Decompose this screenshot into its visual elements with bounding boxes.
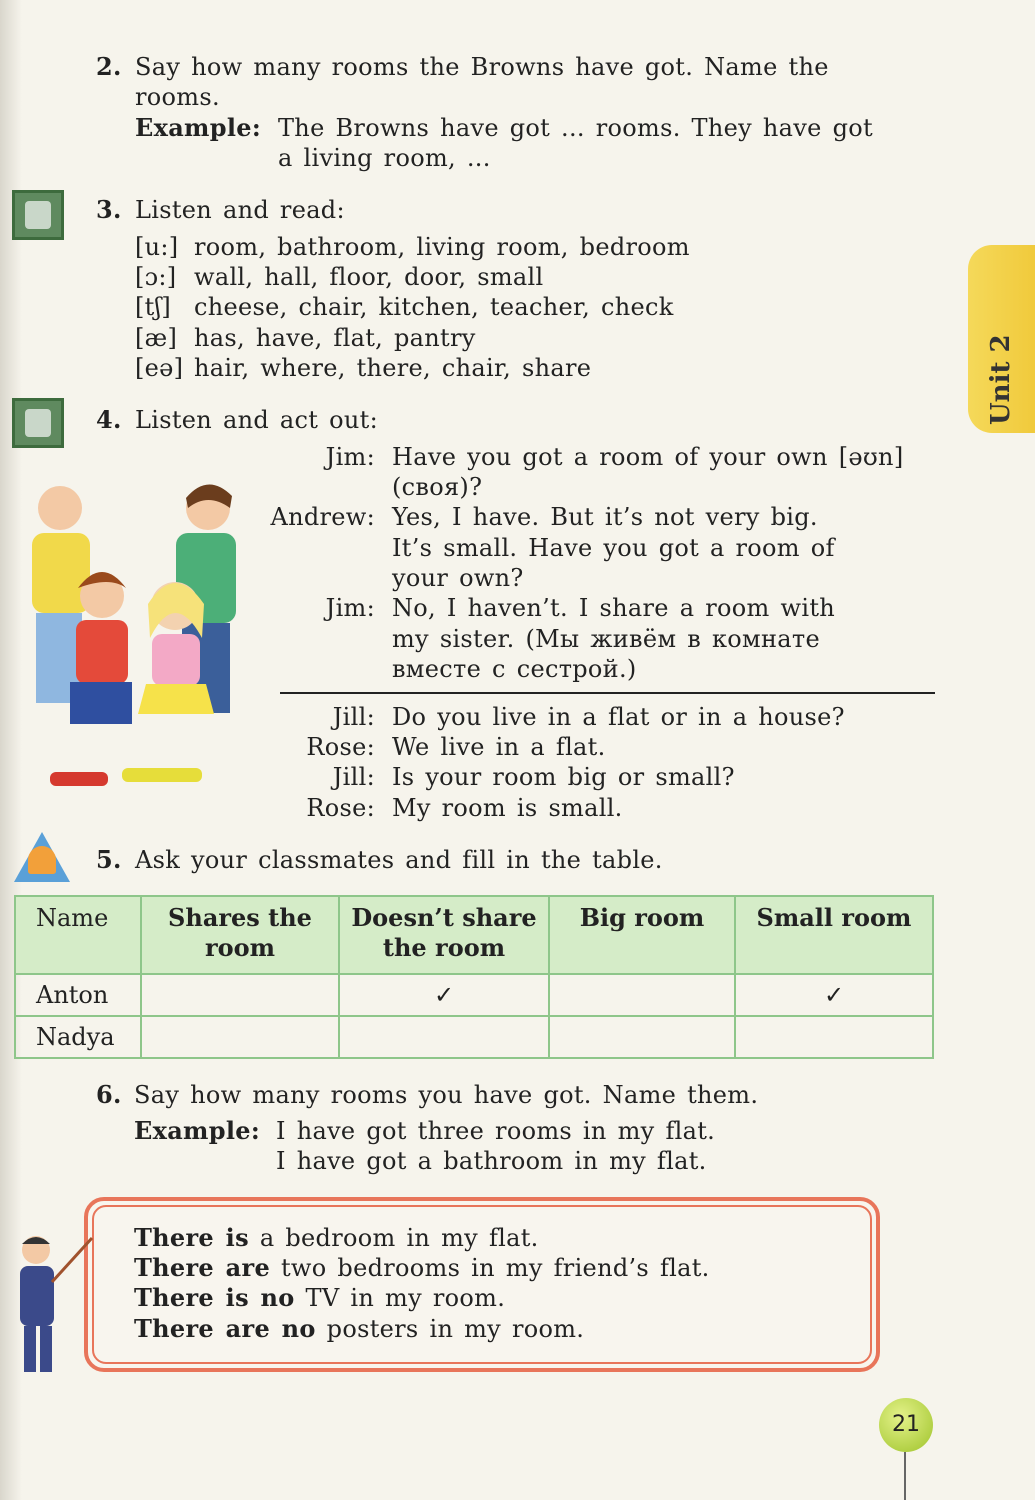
header-text: Doesn’t share <box>351 903 537 932</box>
blonde-girl-shoes <box>122 768 202 782</box>
phonetic-symbol: [tʃ] <box>135 293 172 321</box>
dialog-line: (своя)? <box>392 473 483 501</box>
header-doesnt-share <box>339 896 549 974</box>
teacher-leg <box>40 1326 52 1372</box>
table-header-row <box>15 896 933 974</box>
ex2-example-line2: a living room, ... <box>278 144 491 172</box>
teacher-illustration <box>6 1232 96 1382</box>
child-head <box>38 486 82 530</box>
dialog-line: It’s small. Have you got a room of <box>392 534 835 562</box>
phonetic-words: room, bathroom, living room, bedroom <box>194 233 690 261</box>
speaker-label: Rose: <box>306 794 375 822</box>
ex3-number: 3. <box>96 195 122 224</box>
ex2-line1: Say how many rooms the Browns have got. Name the <box>135 53 829 81</box>
header-text: the room <box>382 933 506 962</box>
ex3-title: Listen and read: <box>135 196 345 224</box>
dialog-line: your own? <box>392 564 524 592</box>
dialog-line: my sister. (Мы живём в комнате <box>392 625 820 653</box>
speaker-label: Jim: <box>325 594 375 622</box>
phonetic-symbol: [ɔ:] <box>135 263 177 291</box>
header-text: Small room <box>756 903 912 932</box>
name-cell: Anton <box>15 974 141 1016</box>
header-text: Big room <box>579 903 705 932</box>
ex2-number: 2. <box>96 52 122 81</box>
phonetic-symbol: [u:] <box>135 233 179 261</box>
page-number-balloon: 21 <box>879 1398 933 1452</box>
speaker-label: Jill: <box>332 703 375 731</box>
dialog-line: Is your room big or small? <box>392 763 735 791</box>
girl-skirt <box>70 682 132 724</box>
ex6-example-label: Example: <box>134 1116 260 1145</box>
ex4-title: Listen and act out: <box>135 406 378 434</box>
girl-shirt-red <box>76 620 128 684</box>
phonetic-symbol: [æ] <box>135 324 178 352</box>
teacher-leg <box>24 1326 36 1372</box>
unit-tab-label: Unit 2 <box>986 334 1016 425</box>
header-shares <box>141 896 339 974</box>
unit-tab <box>968 245 1035 433</box>
rule-rest: posters in my room. <box>326 1315 585 1343</box>
classmates-table <box>14 895 934 1059</box>
ex2-line2: rooms. <box>135 83 220 111</box>
phonetic-symbol: [eə] <box>135 354 184 382</box>
dialog-line: Yes, I have. But it’s not very big. <box>392 503 818 531</box>
ex6-number: 6. <box>96 1080 122 1109</box>
header-text: Shares the <box>168 903 312 932</box>
speaker-label: Andrew: <box>270 503 375 531</box>
speaker-label: Jim: <box>325 443 375 471</box>
pair-work-icon <box>14 832 70 882</box>
table-cell[interactable] <box>141 974 339 1016</box>
table-row <box>15 974 933 1016</box>
dialog-line: No, I haven’t. I share a room with <box>392 594 836 622</box>
pointer-stick <box>52 1238 92 1282</box>
teacher-hair <box>22 1237 50 1244</box>
teacher-jacket <box>20 1266 54 1326</box>
rule-line <box>134 1283 505 1313</box>
table-cell[interactable]: ✓ <box>735 974 933 1016</box>
table-cell[interactable] <box>141 1016 339 1058</box>
ex2-example-label: Example: <box>135 113 261 142</box>
table-row <box>15 1016 933 1058</box>
ex5-title: Ask your classmates and fill in the table. <box>135 846 663 874</box>
rule-rest: two bedrooms in my friend’s flat. <box>280 1254 710 1282</box>
table-cell[interactable] <box>549 1016 735 1058</box>
rule-rest: a bedroom in my flat. <box>259 1224 539 1252</box>
dialog-line: We live in a flat. <box>392 733 606 761</box>
rule-line <box>134 1253 710 1283</box>
dialog-line: Have you got a room of your own [əʊn] <box>392 443 904 471</box>
children-illustration <box>10 478 250 798</box>
ex4-number: 4. <box>96 405 122 434</box>
dialog-line: My room is small. <box>392 794 623 822</box>
phonetic-words: hair, where, there, chair, share <box>194 354 592 382</box>
rule-line <box>134 1223 539 1253</box>
name-cell: Nadya <box>15 1016 141 1058</box>
ex6-example-line1: I have got three rooms in my flat. <box>276 1117 716 1145</box>
header-text: room <box>204 933 276 962</box>
rule-bold: There is <box>134 1223 249 1252</box>
table-cell[interactable]: ✓ <box>339 974 549 1016</box>
ex6-example-line2: I have got a bathroom in my flat. <box>276 1147 707 1175</box>
ex2-example-line1: The Browns have got ... rooms. They have got <box>278 114 873 142</box>
ex6-title: Say how many rooms you have got. Name them. <box>134 1081 759 1109</box>
phonetic-words: has, have, flat, pantry <box>194 324 476 352</box>
table-cell[interactable] <box>549 974 735 1016</box>
header-big-room <box>549 896 735 974</box>
speaker-label: Rose: <box>306 733 375 761</box>
dialog-line: Do you live in a flat or in a house? <box>392 703 845 731</box>
balloon-string <box>904 1452 906 1500</box>
audio-cassette-icon <box>12 190 64 240</box>
rule-rest: TV in my room. <box>305 1284 506 1312</box>
header-small-room <box>735 896 933 974</box>
header-text: Name <box>36 904 109 932</box>
blonde-girl-skirt <box>138 684 214 714</box>
table-cell[interactable] <box>339 1016 549 1058</box>
speaker-label: Jill: <box>332 763 375 791</box>
phonetic-words: wall, hall, floor, door, small <box>194 263 544 291</box>
dialog-divider <box>280 692 935 694</box>
ex5-number: 5. <box>96 845 122 874</box>
phonetic-words: cheese, chair, kitchen, teacher, check <box>194 293 674 321</box>
header-name <box>15 896 141 974</box>
dialog-line: вместе с сестрой.) <box>392 655 637 683</box>
rule-bold: There are no <box>134 1314 316 1343</box>
blonde-girl-shirt <box>152 634 200 686</box>
rule-line <box>134 1314 584 1344</box>
table-cell[interactable] <box>735 1016 933 1058</box>
girl-shoes <box>50 772 108 786</box>
rule-bold: There is no <box>134 1283 295 1312</box>
audio-cassette-icon <box>12 398 64 448</box>
rule-bold: There are <box>134 1253 271 1282</box>
